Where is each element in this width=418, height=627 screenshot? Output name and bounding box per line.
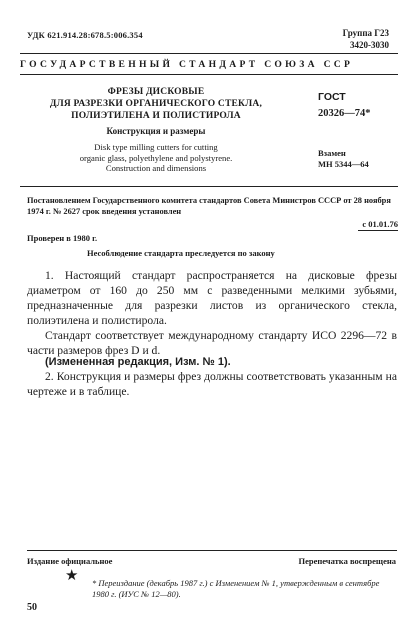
paragraph-1-text: 1. Настоящий стандарт распространяется на дисковые фрезы диаметром от 160 до 250 мм с разведенными мелкими зубьями, предназначенные для разрезки листов из органического стекла, полиэтилена и полистирола. xyxy=(27,269,397,327)
title-en-line-3: Construction and dimensions xyxy=(105,163,207,173)
document-title-en xyxy=(40,142,272,174)
replaces-value: МН 5344—64 xyxy=(318,159,369,169)
paragraph-4-text: 2. Конструкция и размеры фрез должны соответствовать указанным на чертеже и в таблице. xyxy=(27,370,397,398)
group-block xyxy=(343,27,389,51)
replaces-block xyxy=(318,148,369,170)
title-rule xyxy=(20,74,398,75)
title-ru-line-1: ФРЕЗЫ ДИСКОВЫЕ xyxy=(107,87,205,97)
effective-date: с 01.01.76 xyxy=(362,219,398,229)
reprint-forbidden: Перепечатка воспрещена xyxy=(298,556,396,566)
paragraph-3-text: (Измененная редакция, Изм. № 1). xyxy=(45,356,231,368)
gost-number: 20326—74* xyxy=(318,108,371,119)
official-edition: Издание официальное xyxy=(27,556,113,566)
title-en-line-2: organic glass, polyethylene and polystyrene. xyxy=(79,152,233,163)
title-en-line-1: Disk type milling cutters for cutting xyxy=(94,142,218,152)
star-icon: ★ xyxy=(65,568,79,584)
checked-note: Проверен в 1980 г. xyxy=(27,233,98,243)
group-code: 3420-3030 xyxy=(350,40,389,50)
paragraph-4 xyxy=(27,369,397,399)
header-bottom-rule xyxy=(20,186,398,187)
paragraph-3 xyxy=(27,355,397,370)
effective-date-underline xyxy=(358,230,398,231)
footer-rule xyxy=(27,550,397,551)
top-rule xyxy=(20,53,398,54)
gost-label: ГОСТ xyxy=(318,91,346,103)
reissue-note: * Переиздание (декабрь 1987 г.) с Изменением № 1, утвержденным в сентябре 1980 г. (ИУС № 12—80). xyxy=(92,578,380,599)
title-ru-line-2: ДЛЯ РАЗРЕЗКИ ОРГАНИЧЕСКОГО СТЕКЛА, xyxy=(49,99,263,109)
page-number: 50 xyxy=(27,602,37,613)
paragraph-2-text: Стандарт соответствует международному стандарту ИСО 2296—72 в части размеров фрез D и d. xyxy=(27,329,397,357)
document-subtitle-ru: Конструкция и размеры xyxy=(106,126,206,136)
group-label: Группа Г23 xyxy=(342,28,389,38)
paragraph-2 xyxy=(27,328,397,358)
standard-title: ГОСУДАРСТВЕННЫЙ СТАНДАРТ СОЮЗА ССР xyxy=(20,59,354,70)
paragraph-1 xyxy=(27,268,397,328)
document-title-ru xyxy=(40,86,272,122)
udk-code: УДК 621.914.28:678.5:006.354 xyxy=(27,30,143,40)
replaces-label: Взамен xyxy=(318,148,346,158)
violation-note: Несоблюдение стандарта преследуется по закону xyxy=(87,248,275,258)
title-ru-line-3: ПОЛИЭТИЛЕНА И ПОЛИСТИРОЛА xyxy=(71,111,241,121)
decree-text: Постановлением Государственного комитета стандартов Совета Министров СССР от 28 ноября 1974 г. № 2627 срок введения установлен xyxy=(27,196,391,216)
